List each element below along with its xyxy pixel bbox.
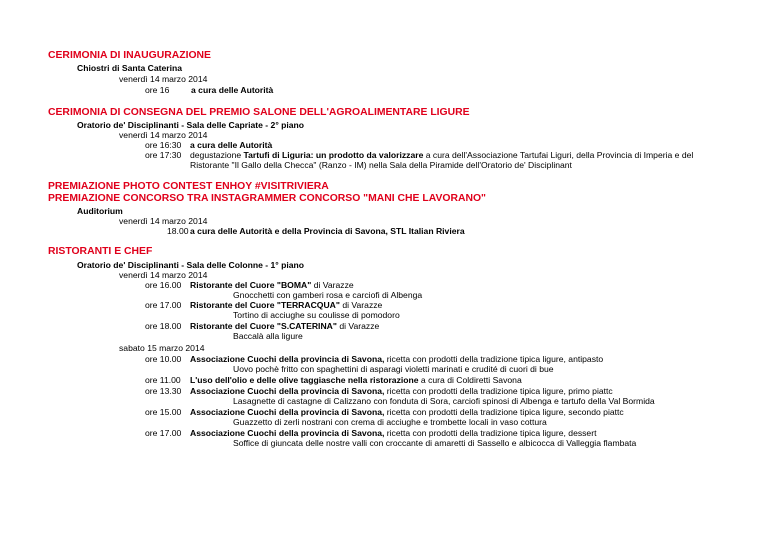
restaurant-name: Ristorante del Cuore "TERRACQUA" (190, 300, 340, 310)
time: ore 18.00 (145, 321, 182, 331)
venue: Auditorium (77, 206, 123, 216)
event-desc (190, 407, 624, 417)
dish: Soffice di giuncata delle nostre valli con croccante di amaretti di Sassello e albicocca di Valleggia flambata (233, 438, 637, 448)
dish: Guazzetto di zerli nostrani con crema di acciughe e trombette locali in vaso cottura (233, 417, 547, 427)
restaurant-name: Ristorante del Cuore "S.CATERINA" (190, 321, 337, 331)
section-title: CERIMONIA DI INAUGURAZIONE (48, 50, 211, 61)
event-title: L'uso dell'olio e delle olive taggiasche nella ristorazione (190, 375, 419, 385)
time: ore 13.30 (145, 386, 182, 396)
event-desc-part: ricetta con prodotti della tradizione tipica ligure, secondo piattc (384, 407, 624, 417)
event-desc-part: di Varazze (336, 321, 380, 331)
dish: Gnocchetti con gamberi rosa e carciofi di Albenga (233, 290, 423, 300)
event-desc-line2: Ristorante "Il Gallo della Checca" (Ranzo - IM) nella Sala della Piramide dell'Oratorio de' Disciplinant (190, 160, 572, 170)
organizer-name: Associazione Cuochi della provincia di Savona, (190, 386, 385, 396)
event-desc (190, 354, 603, 364)
venue: Oratorio de' Disciplinanti - Sala delle Capriate - 2° piano (77, 120, 305, 130)
event-desc: a cura delle Autorità (191, 85, 274, 95)
time: ore 17.00 (145, 428, 182, 438)
event-desc (190, 300, 382, 310)
date: venerdì 14 marzo 2014 (119, 270, 208, 280)
event-desc (190, 321, 379, 331)
organizer-name: Associazione Cuochi della provincia di Savona, (190, 354, 385, 364)
event-desc (190, 150, 693, 160)
time: ore 17.00 (145, 300, 182, 310)
section-title: RISTORANTI E CHEF (48, 246, 153, 257)
restaurant-name: Ristorante del Cuore "BOMA" (190, 280, 312, 290)
event-desc: a cura delle Autorità (190, 140, 273, 150)
section-title: PREMIAZIONE PHOTO CONTEST ENHOY #VISITRIVIERA (48, 181, 329, 192)
time: 18.00 (167, 226, 189, 236)
time: ore 11.00 (145, 375, 181, 385)
event-desc (190, 386, 613, 396)
time: ore 16.00 (145, 280, 182, 290)
date: venerdì 14 marzo 2014 (119, 216, 208, 226)
event-desc (190, 375, 522, 385)
time: ore 10.00 (145, 354, 182, 364)
dish: Tortino di acciughe su coulisse di pomodoro (233, 310, 400, 320)
organizer-name: Associazione Cuochi della provincia di Savona, (190, 407, 385, 417)
section-title: CERIMONIA DI CONSEGNA DEL PREMIO SALONE DELL'AGROALIMENTARE LIGURE (48, 107, 470, 118)
organizer-name: Associazione Cuochi della provincia di Savona, (190, 428, 385, 438)
dish: Lasagnette di castagne di Calizzano con fonduta di Sora, carciofi spinosi di Albenga e tartufo della Val Bormida (233, 396, 655, 406)
time: ore 15.00 (145, 407, 182, 417)
time: ore 16 (145, 85, 170, 95)
event-desc-part: di Varazze (339, 300, 383, 310)
event-desc-part: a cura dell'Associazione Tartufai Liguri, della Provincia di Imperia e del (423, 150, 694, 160)
event-desc-bold: Tartufi di Liguria: un prodotto da valorizzare (243, 150, 424, 160)
date: venerdì 14 marzo 2014 (119, 130, 208, 140)
time: ore 17:30 (145, 150, 182, 160)
event-desc-part: di Varazze (311, 280, 354, 290)
dish: Baccalà alla ligure (233, 331, 303, 341)
event-desc-part: a cura di Coldiretti Savona (418, 375, 522, 385)
venue: Oratorio de' Disciplinanti - Sala delle Colonne - 1° piano (77, 260, 305, 270)
event-desc (190, 428, 596, 438)
date: venerdì 14 marzo 2014 (119, 74, 208, 84)
event-desc-part: ricetta con prodotti della tradizione tipica ligure, dessert (384, 428, 597, 438)
date: sabato 15 marzo 2014 (119, 343, 205, 353)
event-desc-part: ricetta con prodotti della tradizione tipica ligure, antipasto (384, 354, 604, 364)
event-desc (190, 280, 354, 290)
venue: Chiostri di Santa Caterina (77, 63, 183, 73)
event-desc-part: ricetta con prodotti della tradizione tipica ligure, primo piattc (384, 386, 613, 396)
dish: Uovo pochè fritto con spaghettini di asparagi violetti marinati e crudité di cuori di bue (233, 364, 554, 374)
time: ore 16:30 (145, 140, 182, 150)
event-desc-part: degustazione (190, 150, 244, 160)
section-title: PREMIAZIONE CONCORSO TRA INSTAGRAMMER CONCORSO "MANI CHE LAVORANO" (48, 193, 486, 204)
event-desc: a cura delle Autorità e della Provincia di Savona, STL Italian Riviera (190, 226, 465, 236)
